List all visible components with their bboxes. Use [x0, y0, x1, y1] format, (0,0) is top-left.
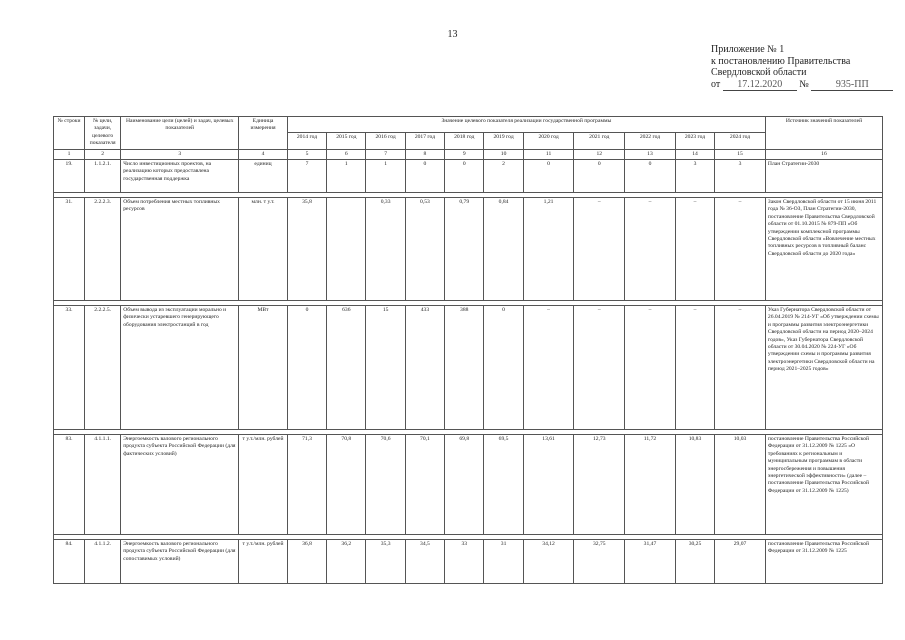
- value-cell: 69,8: [445, 435, 484, 535]
- value-cell: [327, 198, 366, 301]
- column-number: 6: [327, 149, 366, 159]
- value-cell: 35,3: [366, 540, 405, 584]
- value-cell: 636: [327, 306, 366, 430]
- goal-number: 2.2.2.5.: [85, 306, 121, 430]
- value-cell: 29,07: [715, 540, 766, 584]
- header-source: Источник значений показателей: [765, 117, 882, 150]
- row-number: 31.: [54, 198, 85, 301]
- row-number: 19.: [54, 160, 85, 193]
- header-row-1: [54, 117, 883, 133]
- header-year: 2022 год: [625, 133, 676, 149]
- header-values-group: Значение целевого показателя реализации государственной программы: [287, 117, 765, 133]
- indicator-name: Объем потребления местных топливных ресурсов: [121, 198, 239, 301]
- value-cell: –: [574, 306, 625, 430]
- goal-number: 4.1.1.1.: [85, 435, 121, 535]
- indicator-name: Число инвестиционных проектов, на реализацию которых предоставлена государственная поддержка: [121, 160, 239, 193]
- table-row: [54, 540, 883, 584]
- value-cell: 70,1: [405, 435, 444, 535]
- column-number: 2: [85, 149, 121, 159]
- unit: т у.т./млн. рублей: [239, 540, 288, 584]
- header-name: Наименование цели (целей) и задач, целевых показателей: [121, 117, 239, 150]
- column-number: 11: [523, 149, 574, 159]
- header-goal-number: № цели, задачи, целевого показателя: [85, 117, 121, 150]
- value-cell: 0: [625, 160, 676, 193]
- indicators-table: [53, 116, 883, 584]
- value-cell: 0: [445, 160, 484, 193]
- header-year: 2017 год: [405, 133, 444, 149]
- value-cell: 0: [523, 160, 574, 193]
- value-cell: 36,8: [287, 540, 326, 584]
- appendix-line-1: Приложение № 1: [711, 44, 785, 55]
- header-row-number: № строки: [54, 117, 85, 150]
- table-row: [54, 198, 883, 301]
- appendix-date-line: [711, 79, 893, 92]
- source-cell: постановление Правительства Российской Федерации от 31.12.2009 № 1225: [765, 540, 882, 584]
- value-cell: 0,53: [405, 198, 444, 301]
- header-year: 2019 год: [484, 133, 523, 149]
- value-cell: 0,79: [445, 198, 484, 301]
- value-cell: 33: [445, 540, 484, 584]
- header-unit: Единица измерения: [239, 117, 288, 150]
- header-year: 2024 год: [715, 133, 766, 149]
- table-row: [54, 160, 883, 193]
- row-number: 84.: [54, 540, 85, 584]
- value-cell: 3: [675, 160, 714, 193]
- source-cell: План Стратегии-2030: [765, 160, 882, 193]
- goal-number: 4.1.1.2.: [85, 540, 121, 584]
- value-cell: –: [675, 306, 714, 430]
- column-number: 1: [54, 149, 85, 159]
- value-cell: 36,2: [327, 540, 366, 584]
- source-cell: постановление Правительства Российской Федерации от 31.12.2009 № 1225 «О требованиях к региональным и муниципальным программам в области энергосбережения и повышения энергетической эффективности» (далее – постановление Правительства Российской Федерации от 31.12.2009 № 1225): [765, 435, 882, 535]
- value-cell: 70,6: [366, 435, 405, 535]
- value-cell: 35,8: [287, 198, 326, 301]
- value-cell: –: [625, 198, 676, 301]
- goal-number: 2.2.2.3.: [85, 198, 121, 301]
- value-cell: 69,5: [484, 435, 523, 535]
- value-cell: –: [675, 198, 714, 301]
- goal-number: 1.1.2.1.: [85, 160, 121, 193]
- column-number: 7: [366, 149, 405, 159]
- unit: единиц: [239, 160, 288, 193]
- column-numbers-row: [54, 149, 883, 159]
- value-cell: 7: [287, 160, 326, 193]
- value-cell: 31: [484, 540, 523, 584]
- column-number: 10: [484, 149, 523, 159]
- value-cell: 2: [484, 160, 523, 193]
- column-number: 5: [287, 149, 326, 159]
- source-cell: Закон Свердловской области от 15 июня 2011 года № 36-ОЗ, План Стратегии-2030, постановление Правительства Свердловской области от 01.10.2015 № 879-ПП «Об утверждении комплексной программы Свердловской области «Вовлечение местных топливных ресурсов в топливный баланс Свердловской области до 2020 года»: [765, 198, 882, 301]
- date-prefix: от: [711, 78, 721, 90]
- value-cell: 11,72: [625, 435, 676, 535]
- indicator-name: Энергоемкость валового регионального продукта субъекта Российской Федерации (для фактических условий): [121, 435, 239, 535]
- value-cell: 433: [405, 306, 444, 430]
- value-cell: –: [574, 198, 625, 301]
- unit: млн. т у.т.: [239, 198, 288, 301]
- table-row: [54, 435, 883, 535]
- value-cell: 30,25: [675, 540, 714, 584]
- column-number: 4: [239, 149, 288, 159]
- value-cell: 0,33: [366, 198, 405, 301]
- value-cell: 15: [366, 306, 405, 430]
- row-number: 83.: [54, 435, 85, 535]
- value-cell: 1,21: [523, 198, 574, 301]
- value-cell: –: [625, 306, 676, 430]
- column-number: 16: [765, 149, 882, 159]
- value-cell: 0: [405, 160, 444, 193]
- number-prefix: №: [799, 78, 809, 90]
- value-cell: 0: [287, 306, 326, 430]
- value-cell: 71,3: [287, 435, 326, 535]
- indicator-name: Объем вывода из эксплуатации морально и физически устаревшего генерирующего оборудования электростанций в год: [121, 306, 239, 430]
- appendix-line-3: Свердловской области: [711, 67, 807, 78]
- value-cell: –: [715, 198, 766, 301]
- value-cell: 3: [715, 160, 766, 193]
- column-number: 12: [574, 149, 625, 159]
- value-cell: –: [715, 306, 766, 430]
- source-cell: Указ Губернатора Свердловской области от 26.04.2019 № 214-УГ «Об утверждении схемы и программы развития электроэнергетики Свердловской области на период 2020–2024 годов», Указ Губернатора Свердловской области от 30.04.2020 № 224-УГ «Об утверждении схемы и программы развития электроэнергетики Свердловской области на период 2021–2025 годов»: [765, 306, 882, 430]
- column-number: 9: [445, 149, 484, 159]
- value-cell: 1: [366, 160, 405, 193]
- unit: МВт: [239, 306, 288, 430]
- value-cell: 0: [574, 160, 625, 193]
- value-cell: 31,47: [625, 540, 676, 584]
- unit: т у.т./млн. рублей: [239, 435, 288, 535]
- header-year: 2014 год: [287, 133, 326, 149]
- value-cell: 34,5: [405, 540, 444, 584]
- column-number: 8: [405, 149, 444, 159]
- table-row: [54, 306, 883, 430]
- value-cell: 1: [327, 160, 366, 193]
- appendix-line-2: к постановлению Правительства: [711, 55, 851, 67]
- indicator-name: Энергоемкость валового регионального продукта субъекта Российской Федерации (для сопоставимых условий): [121, 540, 239, 584]
- value-cell: –: [523, 306, 574, 430]
- row-number: 33.: [54, 306, 85, 430]
- header-year: 2023 год: [675, 133, 714, 149]
- appendix-header: [711, 44, 893, 91]
- value-cell: 388: [445, 306, 484, 430]
- value-cell: 12,73: [574, 435, 625, 535]
- column-number: 3: [121, 149, 239, 159]
- value-cell: 10,03: [715, 435, 766, 535]
- column-number: 15: [715, 149, 766, 159]
- header-year: 2020 год: [523, 133, 574, 149]
- page-number: 13: [447, 29, 458, 40]
- decree-date: 17.12.2020: [723, 79, 797, 92]
- value-cell: 10,83: [675, 435, 714, 535]
- header-year: 2018 год: [445, 133, 484, 149]
- value-cell: 13,61: [523, 435, 574, 535]
- header-year: 2016 год: [366, 133, 405, 149]
- column-number: 14: [675, 149, 714, 159]
- header-year: 2021 год: [574, 133, 625, 149]
- value-cell: 70,8: [327, 435, 366, 535]
- value-cell: 34,12: [523, 540, 574, 584]
- header-year: 2015 год: [327, 133, 366, 149]
- value-cell: 32,75: [574, 540, 625, 584]
- value-cell: 0: [484, 306, 523, 430]
- decree-number: 935-ПП: [811, 79, 893, 92]
- column-number: 13: [625, 149, 676, 159]
- value-cell: 0,84: [484, 198, 523, 301]
